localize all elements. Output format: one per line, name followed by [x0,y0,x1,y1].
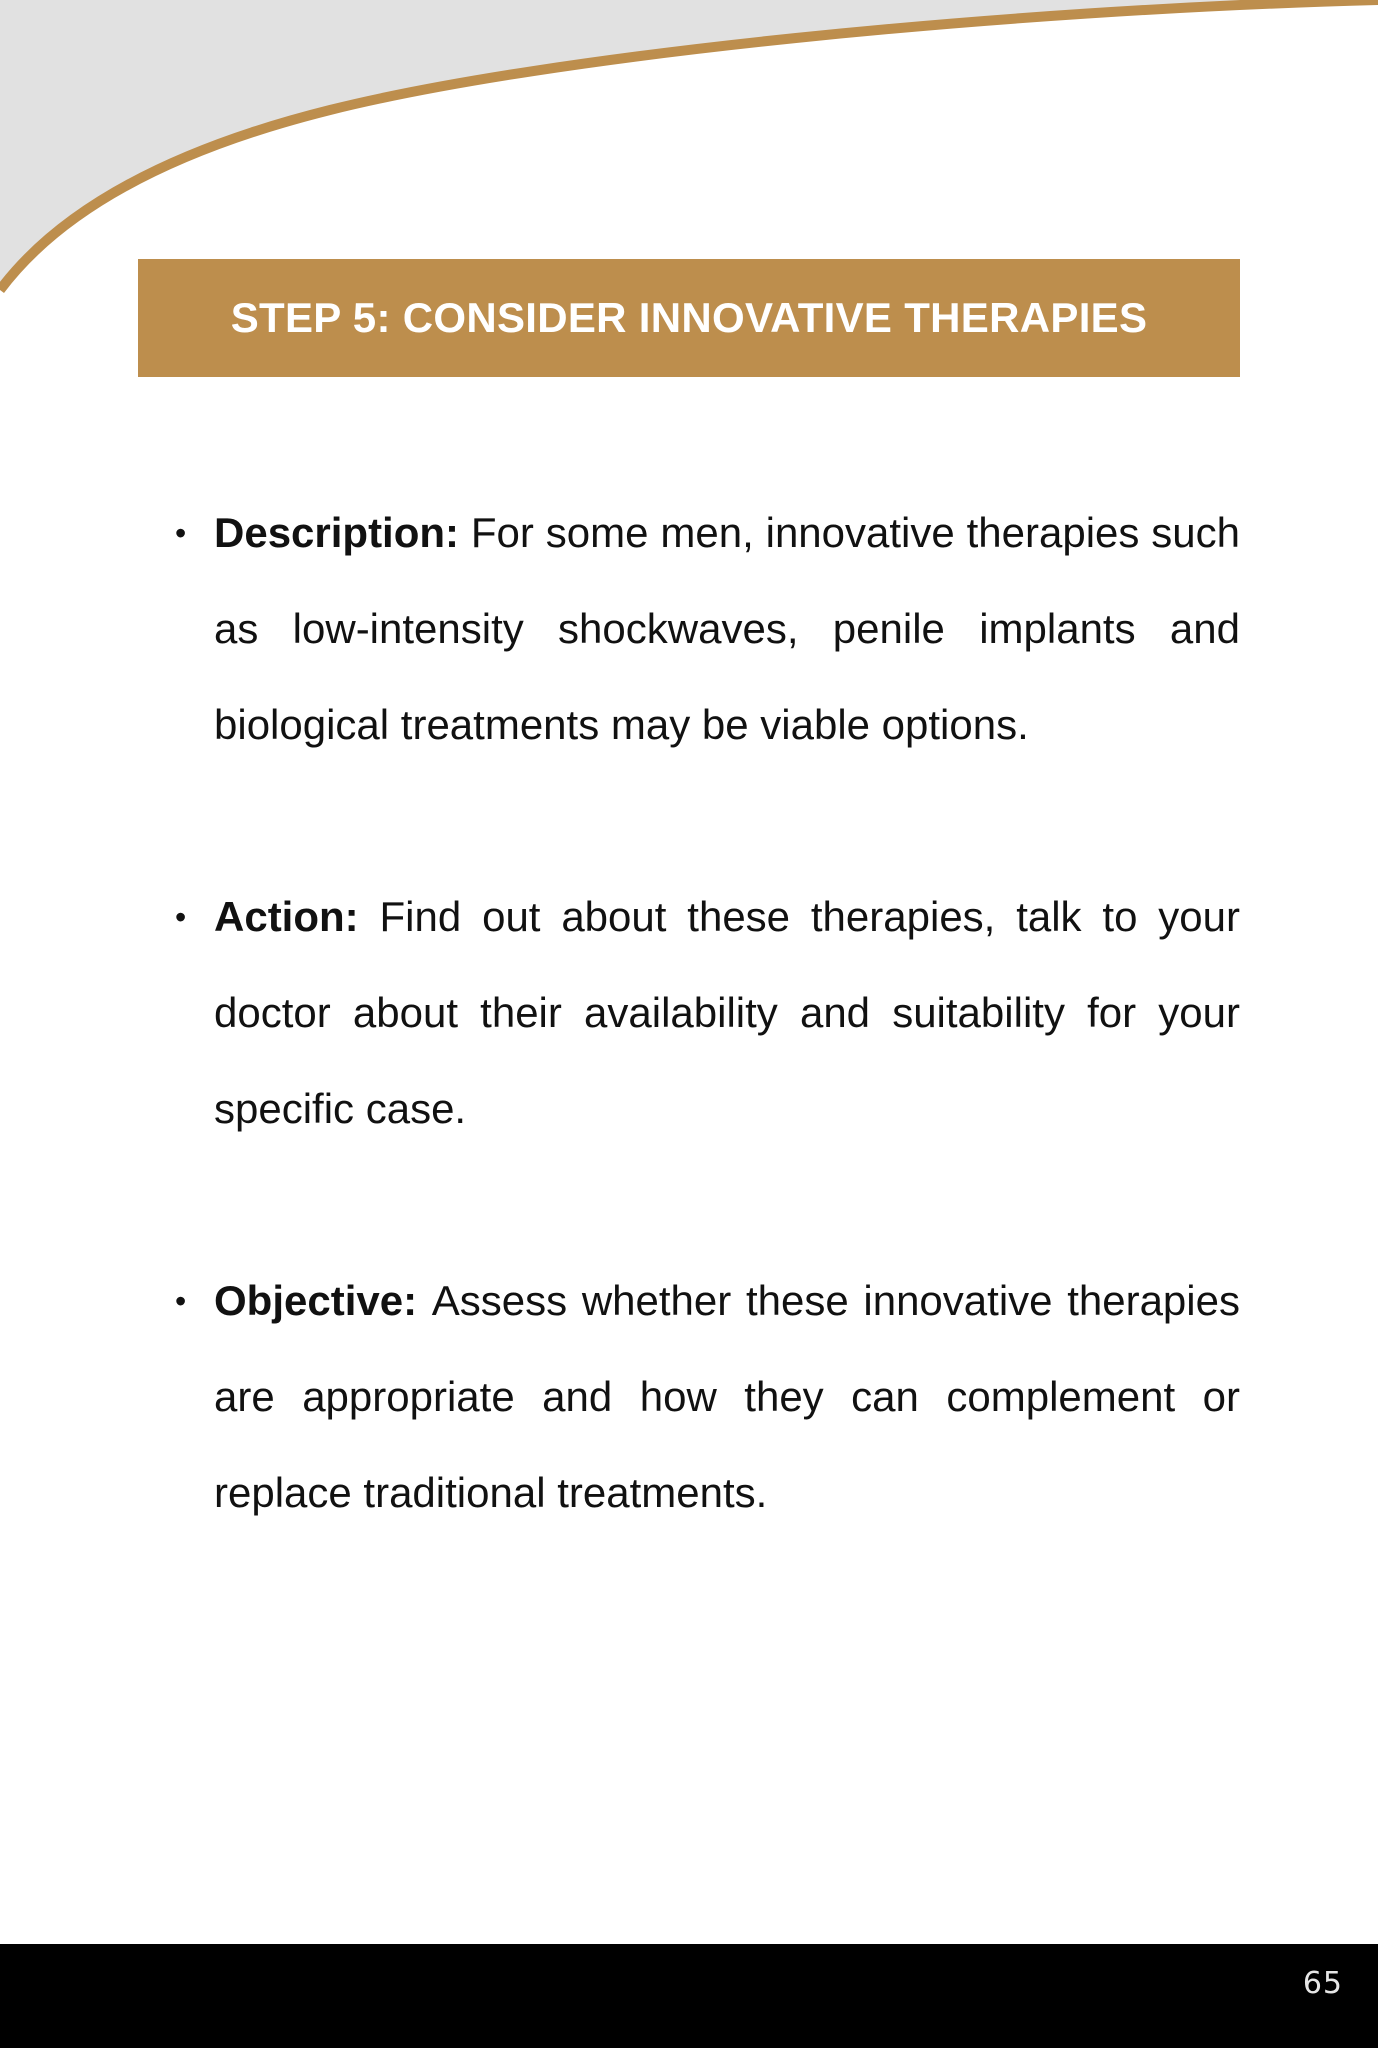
step-title: STEP 5: CONSIDER INNOVATIVE THERAPIES [230,294,1148,341]
bullet-description [175,485,1240,773]
bullet-icon: • [175,515,187,551]
bullet-list [175,485,1240,1637]
bullet-text-description: For some men, innovative therapies such as low-intensity shockwaves, penile implants and biological treatments may be viable options. [214,509,1240,748]
decorative-swoosh [0,0,1378,300]
bullet-objective [175,1253,1240,1541]
bullet-text-objective: Assess whether these innovative therapies are appropriate and how they can complement or replace traditional treatments. [214,1277,1240,1516]
bullet-icon: • [175,1283,187,1319]
bullet-action [175,869,1240,1157]
bullet-label-description: Description: [214,509,471,556]
footer-bar [0,1944,1378,2048]
bullet-label-action: Action: [214,893,380,940]
bullet-icon: • [175,899,187,935]
page-number: 65 [1302,1966,1343,2001]
bullet-text-action: Find out about these therapies, talk to your doctor about their availability and suitability for your specific case. [214,893,1241,1132]
step-banner [138,259,1240,377]
bullet-label-objective: Objective: [214,1277,432,1324]
